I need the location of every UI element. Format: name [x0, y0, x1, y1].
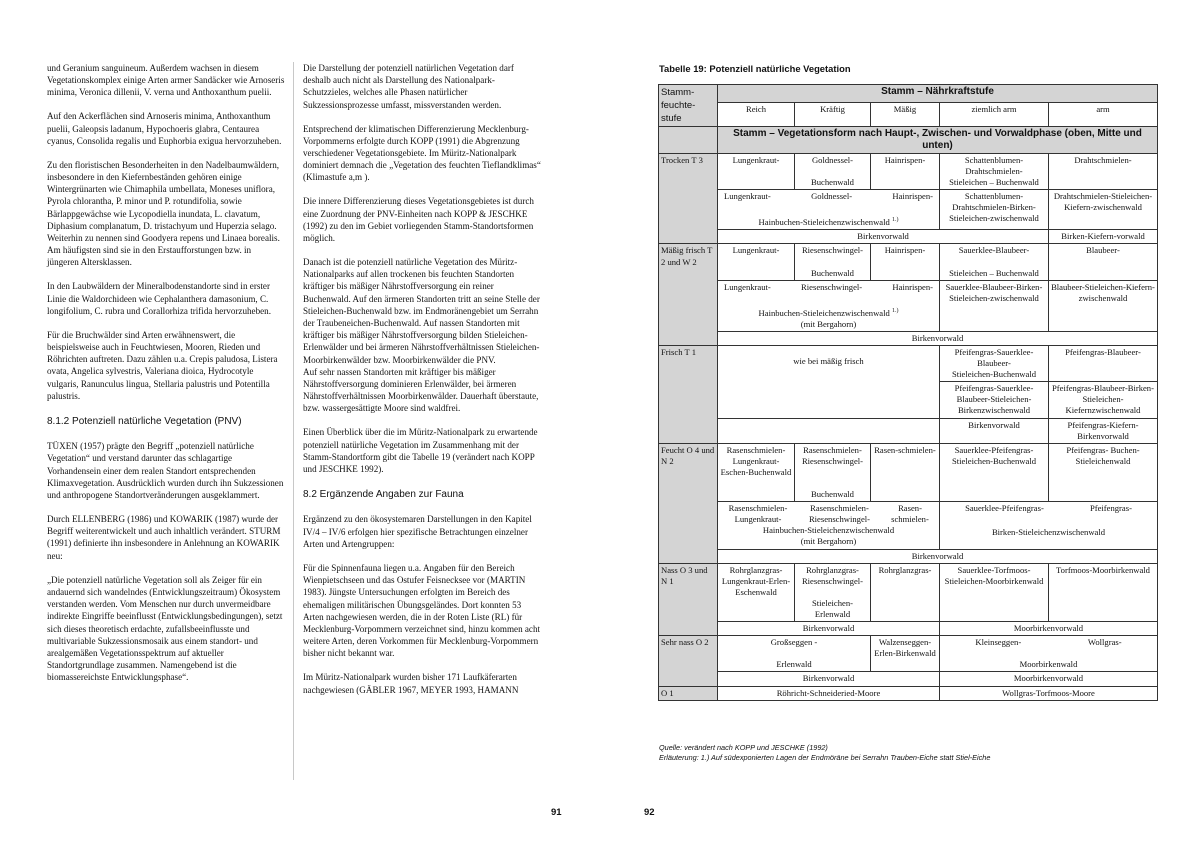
- row-label-maessig-frisch: Mäßig frisch T 2 und W 2: [659, 244, 718, 346]
- note-line: Erläuterung: 1.) Auf südexponierten Lagen der Endmöräne bei Serrahn Trauben-Eiche statt Stiel-Eiche: [659, 753, 991, 762]
- table-cell: Torfmoos-Moorbirkenwald: [1049, 563, 1158, 621]
- table-source: [659, 743, 1179, 763]
- table-cell: [940, 154, 1049, 190]
- table-cell: Birkenvorwald: [940, 418, 1049, 443]
- quote-paragraph: „Die potenziell natürliche Vegetation soll als Zeiger für ein andauernd sich wandelndes (Entwicklungszeitraum) Ökosystem verstanden werden. Vom Menschen nur durch unvermeidbare indirekte Eingriffe beeinflusst (Entwicklungsbedingungen), setzt sich dieses theoretisch erdachte, zufallsbeeinflusste und multivariable Sukzessionsmosaik aus einem standort- und arealgemäßen Vegetationsspektrum auf aktueller Standortgrundlage zusammen. Namengebend ist die biomassereichste Entwicklungsphase“.: [47, 574, 283, 683]
- table-cell: Sauerklee-Pfeifengras-Stieleichen-Buchenwald: [940, 443, 1049, 501]
- table-cell: [718, 154, 795, 190]
- footnote-mark: 1.): [891, 307, 899, 314]
- table-cell: [718, 636, 871, 672]
- cell-text: Hainrispen-: [892, 281, 933, 292]
- cell-text: Pfeifengras-: [1089, 503, 1132, 514]
- table-cell: Blaubeer-Stieleichen-Kiefern-zwischenwald: [1049, 280, 1158, 331]
- paragraph: Auf sehr nassen Standorten mit kräftiger bis mäßiger Nährstoffversorgung dominieren Erlenwälder, bei ärmeren Nährstoffverhältnissen Moorbirkenwälder. Dauerhaft überstaute, bzw. wassergesättigte Moore sind waldfrei.: [303, 366, 539, 414]
- table-cell: [940, 502, 1158, 549]
- table-cell: Rasen-schmielen-: [871, 443, 940, 501]
- cell-text: Rohrglanzgras-Riesenschwingel-: [801, 564, 864, 586]
- row-label-frisch: Frisch T 1: [659, 345, 718, 443]
- table-cell: Sauerklee-Torfmoos-Stieleichen-Moorbirkenwald: [940, 563, 1049, 621]
- cell-text: Kleinseggen-: [975, 637, 1022, 648]
- table-cell: Wollgras-Torfmoos-Moore: [940, 686, 1158, 700]
- table-cell: Drahtschmielen-Stieleichen-Kiefern-zwischenwald: [1049, 190, 1158, 230]
- cell-text: Stieleichen – Buchenwald: [949, 177, 1039, 188]
- table-cell: Röhricht-Schneideried-Moore: [718, 686, 940, 700]
- table-cell: Rohrglanzgras-: [871, 563, 940, 621]
- paragraph: Einen Überblick über die im Müritz-Nationalpark zu erwartende potenziell natürliche Vegetation im Zusammenhang mit der Stamm-Standortform gibt die Tabelle 19 (verändert nach KOPP und JESCHKE 1992).: [303, 427, 538, 475]
- footnote-mark: 1.): [891, 217, 899, 224]
- cell-text: Goldnessel-: [811, 155, 854, 165]
- paragraph: Für die Bruchwälder sind Arten erwähnenswert, die beispielsweise auch in Feuchtwiesen, Mooren, Rieden und Röhrichten auftreten. Dazu zählen u.a. Crepis paludosa, Listera ovata, Angelica sylvestris, Valeriana dioica, Hydrocotyle vulgaris, Ranunculus lingua, Stellaria palustris und Potentilla palustris.: [47, 329, 278, 401]
- table-cell: Birkenvorwald: [718, 672, 940, 686]
- cell-text: Sauerklee-Blaubeer-: [958, 245, 1030, 256]
- cell-text: Birken-Stieleichenzwischenwald: [991, 527, 1106, 538]
- table-cell: Birkenvorwald: [718, 331, 1158, 345]
- cell-text: Hainrispen-: [884, 245, 926, 256]
- level-row: [659, 103, 1158, 127]
- source-line: Quelle: verändert nach KOPP und JESCHKE (1992): [659, 743, 828, 752]
- level-cell: Kräftig: [795, 103, 871, 127]
- paragraph: Für die Spinnenfauna liegen u.a. Angaben für den Bereich Wienpietschseen und das Ostufer Feisnecksee vor (MARTIN 1983). Jüngste Untersuchungen erfolgten im Bereich des ehemaligen militärischen Übungsgeländes. Dort konnten 53 Arten nachgewiesen werden, die in der Roten Liste (RL) für Mecklenburg-Vorpommern verzeichnet sind, hinzu kommen acht weitere Arten, deren Vorkommen für Mecklenburg-Vorpommern bisher nicht bekannt war.: [303, 562, 541, 659]
- level-cell: arm: [1049, 103, 1158, 127]
- table-cell: [718, 502, 940, 549]
- vegetation-table: [658, 84, 1158, 701]
- page-number-right: 92: [644, 807, 655, 818]
- table-cell: wie bei mäßig frisch: [718, 345, 940, 418]
- table-caption: Tabelle 19: Potenziell natürliche Vegetation: [659, 63, 851, 74]
- column-divider: [293, 62, 294, 780]
- table-cell: Schattenblumen-Drahtschmielen-Birken-Stieleichen-zwischenwald: [940, 190, 1049, 230]
- table-cell: Pfeifengras-Blaubeer-: [1049, 345, 1158, 381]
- cell-text: Hainbuchen-Stieleichenzwischenwald: [758, 217, 890, 228]
- row-label-sehr-nass: Sehr nass O 2: [659, 636, 718, 686]
- section-heading: 8.1.2 Potenziell natürliche Vegetation (PNV): [47, 416, 242, 428]
- header-stamm-feuchte: Stamm-feuchte-stufe: [659, 85, 718, 127]
- cell-text: Blaubeer-: [1086, 245, 1120, 256]
- paragraph: Durch ELLENBERG (1986) und KOWARIK (1987) wurde der Begriff weiterentwickelt und auch inhaltlich verändert. STURM (1991) definierte ihn insbesondere in Anlehnung an KOWARIK neu:: [47, 514, 281, 561]
- cell-text: Drahtschmielen-: [1074, 155, 1132, 165]
- table-cell: [795, 563, 871, 621]
- paragraph: In den Laubwäldern der Mineralbodenstandorte sind in erster Linie die Waldorchideen wie Cephalanthera damasonium, C. longifolium, C. rubra und Corallorhiza trifida hervorzuheben.: [47, 281, 271, 316]
- page-number-left: 91: [551, 807, 562, 818]
- cell-text: (mit Bergahorn): [800, 536, 857, 547]
- table-cell: Pfeifengras-Sauerklee-Blaubeer-Stieleichen-Birkenzwischenwald: [940, 382, 1049, 418]
- row-label-trocken: Trocken T 3: [659, 154, 718, 244]
- table-cell: [795, 154, 871, 190]
- table-cell: Birken-Kiefern-vorwald: [1049, 230, 1158, 244]
- table-cell: [871, 244, 940, 280]
- cell-text: Riesenschwingel-: [801, 281, 863, 292]
- table-cell: [718, 244, 795, 280]
- row-label-nass: Nass O 3 und N 1: [659, 563, 718, 636]
- table-cell: [871, 154, 940, 190]
- paragraph: Zu den floristischen Besonderheiten in den Nadelbaumwäldern, insbesondere in den Kiefernbeständen gehören einige Wintergrünarten wie Chimaphila umbellata, Moneses uniflora, Pyrola chlorantha, P. minor und P. rotundifolia, sowie Bärlappgewächse wie Lycopodiella inundata, L. clavatum, Diphasium complanatum, D. tristachyum und Huperzia selago. Weiterhin zu nennen sind Goodyera repens und Linaea borealis. Am häufigsten sind sie in den Erstaufforstungen bzw. in jüngeren Altersklassen.: [47, 159, 280, 268]
- cell-text: Stieleichen – Buchenwald: [949, 267, 1039, 278]
- cell-text: Großseggen -: [770, 637, 818, 648]
- table-cell: Pfeifengras-Kiefern-Birkenvorwald: [1049, 418, 1158, 443]
- cell-text: Riesenschwingel-: [801, 245, 864, 256]
- cell-text: Moorbirkenwald: [1019, 659, 1078, 670]
- table-cell: [718, 280, 940, 331]
- cell-text: Rasenschmielen-Riesenschwingel-: [801, 444, 864, 466]
- paragraph: Die innere Differenzierung dieses Vegetationsgebietes ist durch eine Zuordnung der PNV-Einheiten nach KOPP & JESCHKE (1992) zu den im Gebiet vorliegenden Stamm-Standortsformen möglich.: [303, 196, 534, 244]
- cell-text: Rasenschmielen-Riesenschwingel-: [808, 503, 871, 525]
- row-label-feucht: Feucht O 4 und N 2: [659, 443, 718, 563]
- cell-text: Hainbuchen-Stieleichenzwischenwald: [758, 307, 890, 318]
- header-naehrkraft: Stamm – Nährkraftstufe: [718, 85, 1158, 103]
- table-cell: [795, 244, 871, 280]
- cell-text: Buchenwald: [811, 489, 854, 500]
- header-vegetationsform: Stamm – Vegetationsform nach Haupt-, Zwischen- und Vorwaldphase (oben, Mitte und unten): [718, 127, 1158, 154]
- cell-text: Lungenkraut-: [732, 245, 780, 256]
- paragraph: Im Müritz-Nationalpark wurden bisher 171 Laufkäferarten nachgewiesen (GÄBLER 1967, MEYER 1993, HAMANN: [303, 672, 519, 695]
- section-heading: 8.2 Ergänzende Angaben zur Fauna: [303, 489, 464, 501]
- cell-text: Lungenkraut-: [724, 281, 771, 292]
- cell-text: Goldnessel-: [811, 191, 853, 202]
- level-cell: ziemlich arm: [940, 103, 1049, 127]
- table-cell: Rohrglanzgras-Lungenkraut-Erlen-Eschenwald: [718, 563, 795, 621]
- table-cell: Birkenvorwald: [718, 230, 1049, 244]
- cell-text: Lungenkraut-: [732, 155, 780, 165]
- cell-text: Stieleichen-Buchenwald: [952, 369, 1036, 380]
- table-cell: [940, 636, 1158, 672]
- cell-text: Rasen-schmielen-: [891, 503, 929, 525]
- table-cell: Moorbirkenvorwald: [940, 622, 1158, 636]
- paragraph: und Geranium sanguineum. Außerdem wachsen in diesem Vegetationskomplex einige Arten armer Sandäcker wie Arnoseris minima, Veronica dillenii, V. verna und Anthoxanthum puelii.: [47, 63, 285, 98]
- table-cell: [940, 345, 1049, 381]
- cell-text: Sauerklee-Pfeifengras-: [965, 503, 1044, 514]
- cell-text: Buchenwald: [811, 267, 854, 278]
- left-column-2: [303, 62, 541, 708]
- table-cell: [1049, 244, 1158, 280]
- cell-text: Stieleichen-Erlenwald: [811, 597, 854, 619]
- cell-text: Hainrispen-: [892, 191, 933, 202]
- cell-text: Erlenwald: [776, 659, 812, 670]
- table-cell: Pfeifengras- Buchen-Stieleichenwald: [1049, 443, 1158, 501]
- table-cell: Sauerklee-Blaubeer-Birken-Stieleichen-zwischenwald: [940, 280, 1049, 331]
- table-cell: [718, 190, 940, 230]
- table-cell: [1049, 154, 1158, 190]
- table-cell: Rasenschmielen-Lungenkraut-Eschen-Buchenwald: [718, 443, 795, 501]
- paragraph: Die Darstellung der potenziell natürlichen Vegetation darf deshalb auch nicht als Darstellung des Nationalpark-Schutzzieles, welches alle Phasen natürlicher Sukzessionsprozesse umfasst, missverstanden werden.: [303, 63, 514, 110]
- cell-text: Hainbuchen-Stieleichenzwischenwald: [762, 525, 895, 536]
- table-cell: Birkenvorwald: [718, 622, 940, 636]
- cell-text: Pfeifengras-Sauerklee-Blaubeer-: [954, 346, 1034, 369]
- cell-text: (mit Bergahorn): [800, 318, 857, 329]
- paragraph: TÜXEN (1957) prägte den Begriff „potenziell natürliche Vegetation“ und verstand darunter das schlagartige Vorhandensein einer dem realen Standort entsprechenden Klimaxvegetation. Ausdrücklich wurden durch ihn Sukzessionen und anthropogene Standortveränderungen ausgeklammert.: [47, 441, 284, 501]
- table-cell: [795, 443, 871, 501]
- table-cell: Pfeifengras-Blaubeer-Birken-Stieleichen-Kiefernzwischenwald: [1049, 382, 1158, 418]
- table-cell: Moorbirkenvorwald: [940, 672, 1158, 686]
- paragraph: Danach ist die potenziell natürliche Vegetation des Müritz-Nationalparks auf allen trockenen bis feuchten Standorten kräftiger bis mäßiger Nährstoffversorgung ein reiner Buchenwald. Auf den ärmeren Standorten tritt an seine Stelle der Stieleichen-Buchenwald bzw. im Endmoränengebiet um Serrahn der Traubeneichen-Buchenwald. Auf nassen Standorten mit kräftiger bis mäßiger Nährstoffversorgung bilden Stieleichen-Erlenwälder und bei ärmeren Nährstoffverhältnissen Stieleichen-Moorbirkenwälder bzw. Moorbirkenwälder die PNV.: [303, 257, 540, 365]
- level-cell: Mäßig: [871, 103, 940, 127]
- cell-text: Buchenwald: [811, 177, 854, 188]
- table-cell: [940, 244, 1049, 280]
- cell-text: Schattenblumen-Drahtschmielen-: [964, 155, 1024, 177]
- table-cell: Birkenvorwald: [718, 549, 1158, 563]
- row-label-o1: O 1: [659, 686, 718, 700]
- level-cell: Reich: [718, 103, 795, 127]
- cell-text: Hainrispen-: [884, 155, 926, 165]
- left-column-1: [47, 62, 285, 695]
- cell-text: Rasenschmielen-Lungenkraut-: [728, 503, 788, 525]
- cell-text: Lungenkraut-: [724, 191, 771, 202]
- paragraph: Auf den Ackerflächen sind Arnoseris minima, Anthoxanthum puelii, Galeopsis ladanum, Hypochoeris glabra, Centaurea cyanus, Consolida regalis und Euphorbia exigua hervorzuheben.: [47, 111, 282, 146]
- cell-text: Wollgras-: [1087, 637, 1122, 648]
- paragraph: Entsprechend der klimatischen Differenzierung Mecklenburg-Vorpommerns erfolgte durch KOPP (1991) die Abgrenzung verschiedener Vegetationsgebiete. Im Müritz-Nationalpark dominiert demnach die „Vegetation des feuchten Tieflandklimas“ (Klimastufe a,m ).: [303, 123, 541, 183]
- paragraph: Ergänzend zu den ökosystemaren Darstellungen in den Kapitel IV/4 – IV/6 erfolgen hier spezifische Betrachtungen einzelner Arten und Artengruppen:: [303, 514, 532, 549]
- table-cell: Walzenseggen-Erlen-Birkenwald: [871, 636, 940, 672]
